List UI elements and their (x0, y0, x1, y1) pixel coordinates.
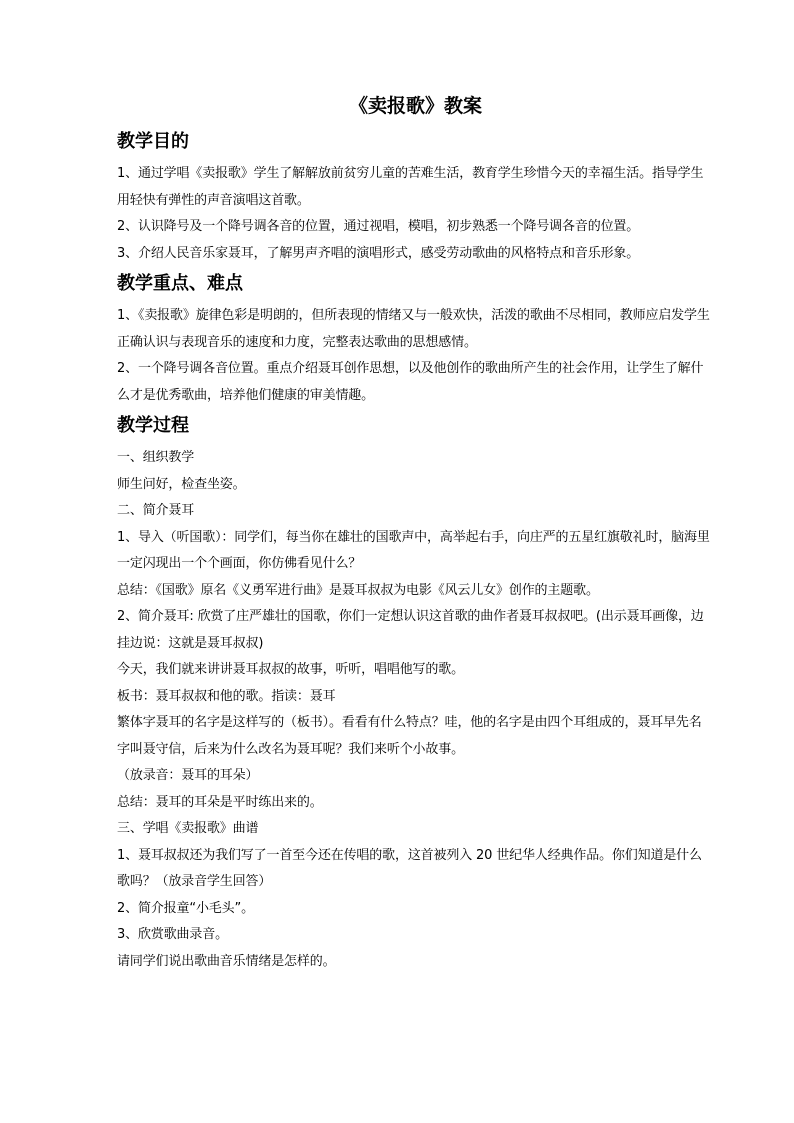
paragraph: 三、学唱《卖报歌》曲谱 (117, 821, 259, 836)
paragraph: 总结：聂耳的耳朵是平时练出来的。 (117, 794, 323, 810)
paragraph: 1、聂耳叔叔还为我们写了一首至今还在传唱的歌，这首被列入 20 世纪华人经典作品。你们知道是什么歌吗？（放录音学生回答） (117, 847, 702, 889)
paragraph: 1、导入（听国歌）：同学们，每当你在雄壮的国歌声中，高举起右手，向庄严的五星红旗敬礼时，脑海里一定闪现出一个个画面，你仿佛看见什么？ (117, 529, 710, 571)
paragraph: 板书：聂耳叔叔和他的歌。指读：聂耳 (117, 688, 336, 704)
document-title: 《卖报歌》教案 (348, 95, 482, 117)
paragraph: 请同学们说出歌曲音乐情绪是怎样的。 (117, 953, 336, 969)
paragraph: 3、欣赏歌曲录音。 (117, 927, 228, 942)
paragraph: 繁体字聂耳的名字是这样写的（板书）。看看有什么特点？哇，他的名字是由四个耳组成的，聂耳早先名字叫聂守信，后来为什么改名为聂耳呢？我们来听个小故事。 (117, 715, 702, 757)
paragraph: （放录音：聂耳的耳朵） (117, 768, 259, 783)
paragraph: 2、简介聂耳: 欣赏了庄严雄壮的国歌，你们一定想认识这首歌的曲作者聂耳叔叔吧。(出示聂耳画像，边挂边说：这就是聂耳叔叔) (117, 609, 704, 651)
paragraph: 师生问好，检查坐姿。 (117, 476, 246, 492)
paragraph: 3、介绍人民音乐家聂耳，了解男声齐唱的演唱形式，感受劳动歌曲的风格特点和音乐形象。 (117, 245, 640, 261)
paragraph: 一、组织教学 (117, 450, 195, 465)
paragraph: 1、《卖报歌》旋律色彩是明朗的，但所表现的情绪又与一般欢快，活泼的歌曲不尽相同，教师应启发学生正确认识与表现音乐的速度和力度，完整表达歌曲的思想感情。 (117, 308, 710, 350)
paragraph: 总结：《国歌》原名《义勇军进行曲》是聂耳叔叔为电影《风云儿女》创作的主题歌。 (117, 582, 599, 598)
paragraph: 2、简介报童“小毛头”。 (117, 900, 254, 916)
section-heading-objectives: 教学目的 (117, 131, 189, 152)
paragraph: 二、简介聂耳 (117, 503, 195, 518)
section-heading-key-points: 教学重点、难点 (117, 273, 243, 294)
paragraph: 今天，我们就来讲讲聂耳叔叔的故事，听听，唱唱他写的歌。 (117, 662, 464, 677)
paragraph: 2、认识降号及一个降号调各音的位置，通过视唱，模唱，初步熟悉一个降号调各音的位置。 (117, 219, 640, 234)
paragraph: 2、一个降号调各音位置。重点介绍聂耳创作思想，以及他创作的歌曲所产生的社会作用，让学生了解什么才是优秀歌曲，培养他们健康的审美情趣。 (117, 361, 704, 403)
section-heading-process: 教学过程 (117, 415, 189, 436)
paragraph: 1、通过学唱《卖报歌》学生了解解放前贫穷儿童的苦难生活，教育学生珍惜今天的幸福生活。指导学生用轻快有弹性的声音演唱这首歌。 (117, 166, 704, 208)
